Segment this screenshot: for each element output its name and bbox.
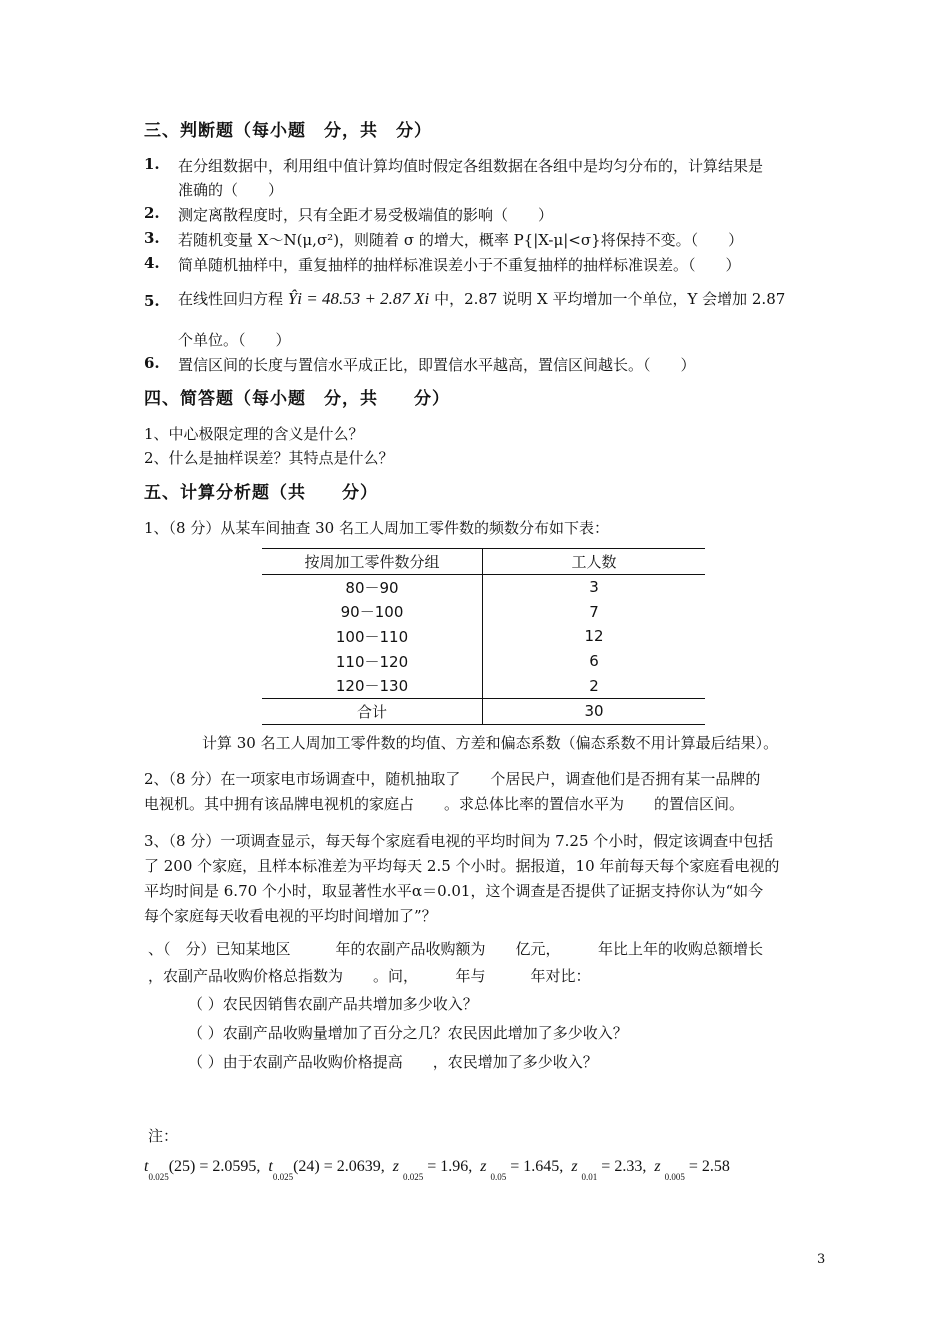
- table-cell: 30: [483, 699, 706, 725]
- formula-value: (24) = 2.0639,: [293, 1158, 385, 1175]
- table-cell: 合计: [262, 699, 483, 725]
- item-text: 在分组数据中，利用组中值计算均值时假定各组数据在各组中是均匀分布的，计算结果是: [178, 157, 764, 175]
- q1-intro: 1、（8 分）从某车间抽查 30 名工人周加工零件数的频数分布如下表：: [144, 519, 609, 537]
- formula-value: = 1.645,: [510, 1158, 564, 1175]
- table-cell: 6: [589, 652, 599, 671]
- q2-line: 电视机。其中拥有该品牌电视机的家庭占 。求总体比率的置信水平为 的置信区间。: [144, 795, 745, 813]
- section4-heading: 四、简答题（每小题 分，共 分）: [144, 389, 450, 409]
- item-number: 6.: [144, 354, 160, 372]
- item-text: 个单位。（ ）: [178, 331, 291, 349]
- table-cell: 3: [589, 578, 599, 597]
- table-row: [262, 624, 705, 649]
- subscript: 0.025: [272, 1172, 294, 1182]
- table-row: [262, 673, 705, 698]
- q3-line: 平均时间是 6.70 个小时，取显著性水平α＝0.01，这个调查是否提供了证据支持你认为“如今: [144, 882, 764, 900]
- subscript: 0.01: [581, 1172, 598, 1182]
- table-cell: 2: [589, 676, 599, 695]
- table-row: [262, 574, 705, 599]
- short-answer-question: 2、什么是抽样误差？其特点是什么？: [144, 449, 394, 467]
- item-text: 测定离散程度时，只有全距才易受极端值的影响（ ）: [178, 206, 554, 224]
- critical-values-formula: $t_{0.025}(25) = 2.0595$, $t_{0.025}(24) = 2.0639$, z $_{0.025}$ = 1.96, z $_{0.05}$ = 1.645, z $_{0.01}$ = 2.33, z $_{0.005}$ = 2.58: [144, 1158, 730, 1182]
- q1-task: 计算 30 名工人周加工零件数的均值、方差和偏态系数（偏态系数不用计算最后结果）。: [202, 734, 779, 752]
- short-answer-question: 1、中心极限定理的含义是什么？: [144, 425, 364, 443]
- item-text: 置信区间的长度与置信水平成正比，即置信水平越高，置信区间越长。（ ）: [178, 356, 696, 374]
- section5-heading: 五、计算分析题（共 分）: [144, 483, 378, 503]
- regression-formula: Ŷi = 48.53 + 2.87 Xi: [287, 289, 430, 308]
- q4-subquestion: （ ）由于农副产品收购价格提高 ，农民增加了多少收入？: [188, 1053, 598, 1071]
- table-header: 工人数: [483, 549, 706, 575]
- table-cell: 90－100: [262, 599, 483, 624]
- item-text: [178, 288, 785, 309]
- item-text: 简单随机抽样中，重复抽样的抽样标准误差小于不重复抽样的抽样标准误差。（ ）: [178, 256, 741, 274]
- item-number: 3.: [144, 229, 160, 247]
- formula-value: = 2.33,: [601, 1158, 647, 1175]
- item-text-pre: 在线性回归方程: [178, 290, 284, 308]
- subscript: 0.025: [148, 1172, 169, 1182]
- section3-heading: 三、判断题（每小题 分，共 分）: [144, 121, 432, 141]
- item-number: 5.: [144, 292, 160, 310]
- item-number: 2.: [144, 204, 160, 222]
- table-header: 按周加工零件数分组: [262, 549, 483, 575]
- item-text: 准确的（ ）: [178, 181, 284, 199]
- q4-subquestion: （ ）农民因销售农副产品共增加多少收入？: [188, 995, 478, 1013]
- q4-line: ，农副产品收购价格总指数为 。问， 年与 年对比：: [148, 967, 591, 985]
- table-cell: 7: [589, 602, 599, 621]
- table-cell: 120－130: [262, 673, 483, 698]
- subscript: 0.05: [490, 1172, 507, 1182]
- item-text-post: 中，2.87 说明 X 平均增加一个单位，Y 会增加 2.87: [434, 290, 786, 308]
- table-cell: 110－120: [262, 649, 483, 674]
- page-number: 3: [817, 1252, 826, 1267]
- item-number: 1.: [144, 155, 160, 173]
- frequency-table: [262, 548, 705, 725]
- q3-line: 了 200 个家庭，且样本标准差为平均每天 2.5 个小时。据报道，10 年前每天每个家庭看电视的: [144, 857, 780, 875]
- q2-line: 2、（8 分）在一项家电市场调查中，随机抽取了 个居民户，调查他们是否拥有某一品牌的: [144, 770, 761, 788]
- table-cell: 12: [584, 627, 604, 646]
- note-label: 注：: [148, 1127, 179, 1145]
- subscript: 0.025: [403, 1172, 424, 1182]
- formula-value: = 1.96,: [427, 1158, 473, 1175]
- formula-value: = 2.58: [688, 1158, 730, 1175]
- table-row: [262, 599, 705, 624]
- table-row: [262, 649, 705, 674]
- q4-subquestion: （ ）农副产品收购量增加了百分之几？农民因此增加了多少收入？: [188, 1024, 628, 1042]
- q3-line: 每个家庭每天收看电视的平均时间增加了”？: [144, 907, 437, 925]
- item-text: 若随机变量 X～N(μ,σ²)，则随着 σ 的增大，概率 P{|X-μ|<σ}将保持不变。（ ）: [178, 231, 744, 249]
- formula-value: (25) = 2.0595,: [168, 1158, 261, 1175]
- q3-line: 3、（8 分）一项调查显示，每天每个家庭看电视的平均时间为 7.25 个小时，假定该调查中包括: [144, 832, 774, 850]
- item-number: 4.: [144, 254, 160, 272]
- table-total-row: [262, 699, 705, 725]
- table-cell: 80－90: [262, 574, 483, 599]
- subscript: 0.005: [664, 1172, 685, 1182]
- table-cell: 100－110: [262, 624, 483, 649]
- q4-line: 、（ 分）已知某地区 年的农副产品收购额为 亿元， 年比上年的收购总额增长: [148, 940, 764, 958]
